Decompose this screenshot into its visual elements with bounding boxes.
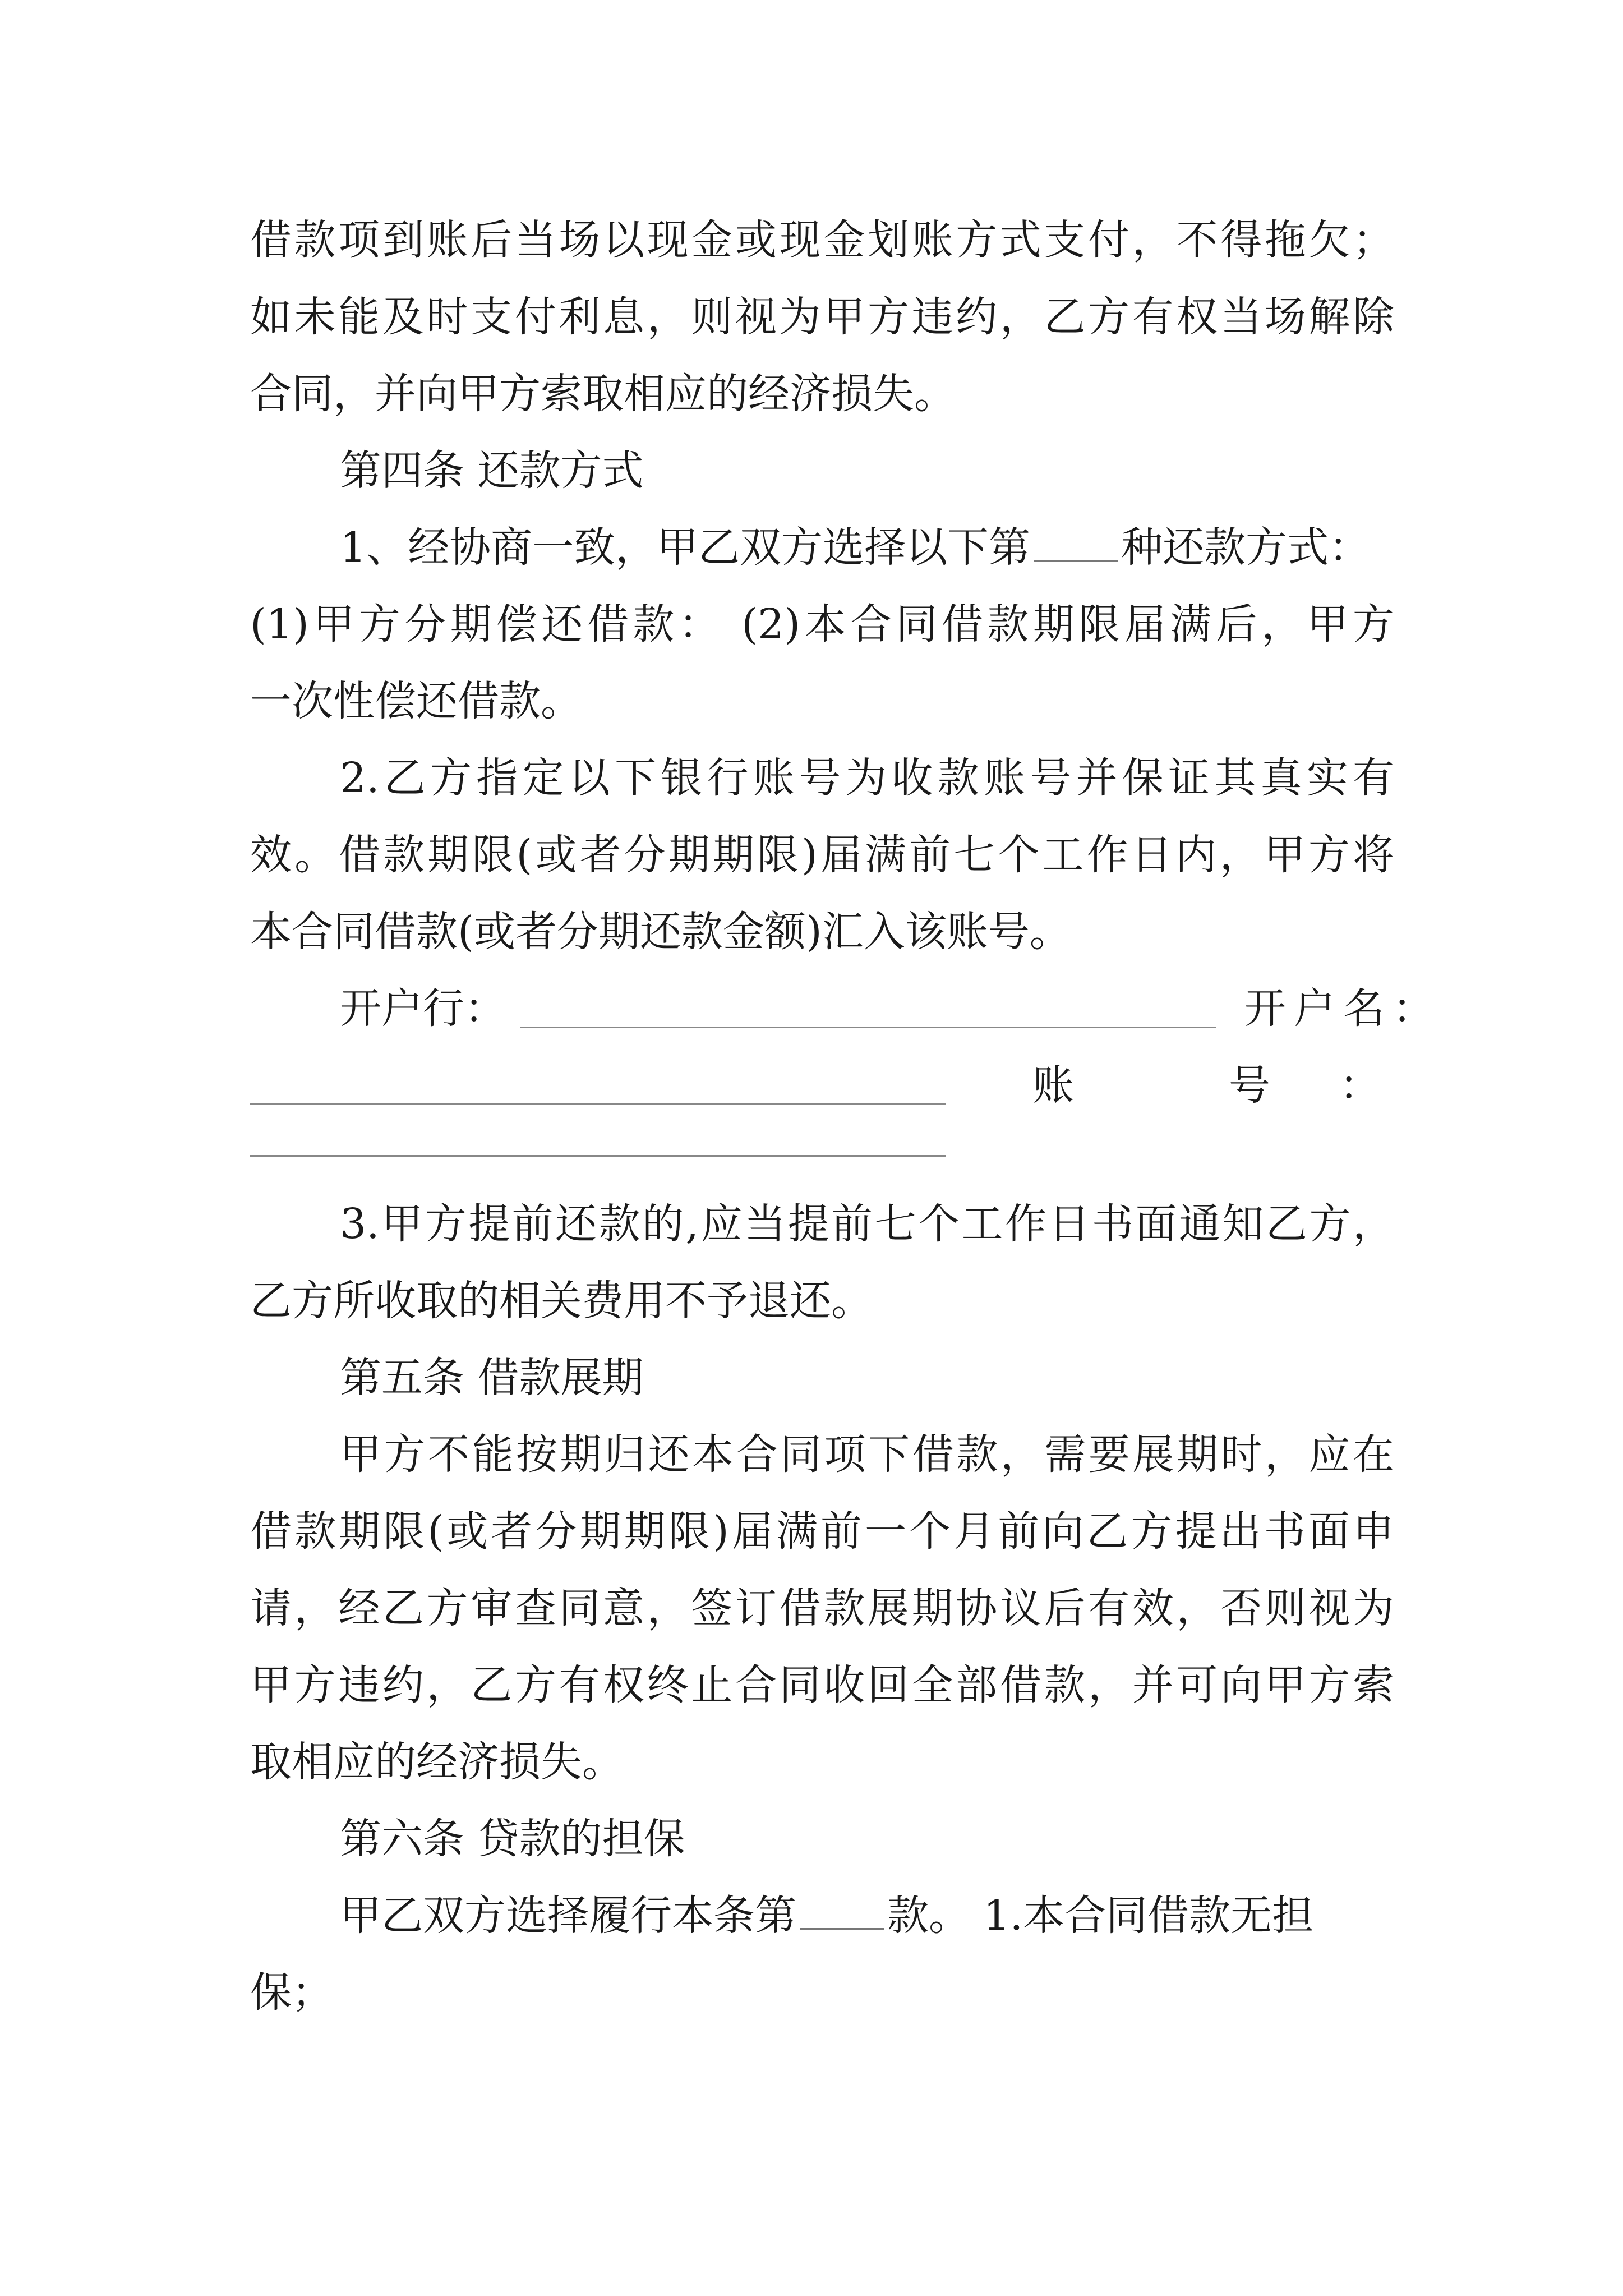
text-segment: 款。 1.本合同借款无担: [887, 1892, 1314, 1940]
article-5-title: 第五条 借款展期: [340, 1354, 644, 1402]
document-page: [250, 202, 1442, 2031]
fill-in-blank[interactable]: [1034, 526, 1118, 562]
account-name-label: 开户名：: [1244, 984, 1442, 1033]
text-line: 取相应的经济损失。: [250, 1738, 624, 1786]
text-line: 保；: [250, 1968, 333, 2017]
text-line: 如未能及时支付利息，则视为甲方违约，乙方有权当场解除: [250, 293, 1394, 341]
bank-label: 开户行：: [340, 984, 506, 1033]
article-4-title: 第四条 还款方式: [340, 447, 644, 495]
text-line: 请，经乙方审查同意，签订借款展期协议后有效，否则视为: [250, 1584, 1394, 1632]
text-segment: 甲乙双方选择履行本条第: [340, 1892, 796, 1940]
text-line: 一次性偿还借款。: [250, 677, 582, 725]
account-number-row: [250, 1047, 1394, 1124]
text-line: 3.甲方提前还款的,应当提前七个工作日书面通知乙方，: [340, 1200, 1394, 1248]
text-line: 效。借款期限(或者分期期限)届满前七个工作日内，甲方将: [250, 831, 1394, 879]
account-name-input-line[interactable]: [250, 1103, 946, 1105]
text-line: 借款期限(或者分期期限)届满前一个月前向乙方提出书面申: [250, 1507, 1394, 1556]
bank-info-row: [250, 970, 1442, 1047]
text-segment: 1、经协商一致，甲乙双方选择以下第: [340, 523, 1031, 572]
text-line: 2.乙方指定以下银行账号为收款账号并保证其真实有: [340, 754, 1394, 802]
account-number-label-char: 账: [1032, 1061, 1074, 1110]
text-line: 借款项到账后当场以现金或现金划账方式支付，不得拖欠；: [250, 216, 1394, 264]
guarantee-choice-line: [250, 1878, 1394, 1954]
bank-input-line[interactable]: [520, 1027, 1216, 1028]
article-6-title: 第六条 贷款的担保: [340, 1815, 685, 1863]
text-line: 甲方违约，乙方有权终止合同收回全部借款，并可向甲方索: [250, 1661, 1394, 1709]
fill-in-blank[interactable]: [800, 1894, 884, 1930]
account-number-label-char: 号: [1229, 1061, 1270, 1110]
text-line: 本合同借款(或者分期还款金额)汇入该账号。: [250, 908, 1071, 956]
account-number-input-row: [250, 1124, 1394, 1186]
text-segment: 种还款方式：: [1121, 523, 1371, 572]
repayment-choice-line: [250, 509, 1394, 586]
text-line: (1)甲方分期偿还借款： (2)本合同借款期限届满后，甲方: [250, 600, 1394, 648]
text-line: 乙方所收取的相关费用不予退还。: [250, 1277, 873, 1325]
account-number-label-colon: ：: [1339, 1061, 1381, 1110]
text-line: 合同，并向甲方索取相应的经济损失。: [250, 370, 956, 418]
account-number-input-line[interactable]: [250, 1155, 946, 1157]
text-line: 甲方不能按期归还本合同项下借款，需要展期时，应在: [340, 1430, 1394, 1479]
